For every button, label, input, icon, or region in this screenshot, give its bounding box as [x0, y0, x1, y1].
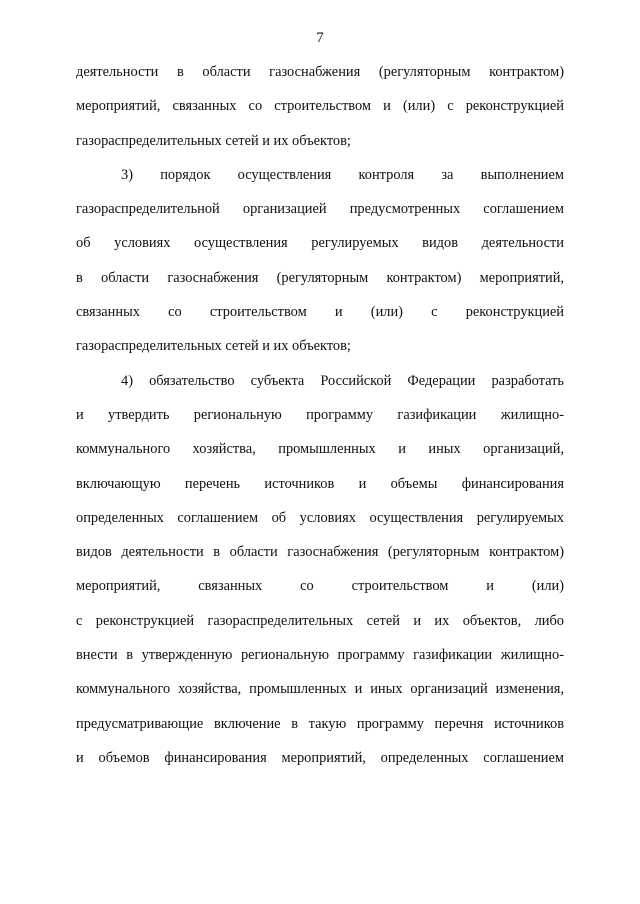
- text-line: мероприятий, связанных со строительством и (или): [76, 578, 564, 595]
- text-line: и объемов финансирования мероприятий, определенных соглашением: [76, 749, 564, 766]
- document-body: [76, 62, 564, 782]
- text-line: коммунального хозяйства, промышленных и иных организаций изменения,: [76, 681, 564, 698]
- text-line: связанных со строительством и (или) с реконструкцией: [76, 304, 564, 321]
- page-number: 7: [316, 30, 324, 46]
- text-line: мероприятий, связанных со строительством и (или) с реконструкцией: [76, 98, 564, 115]
- text-line: деятельности в области газоснабжения (регуляторным контрактом): [76, 64, 564, 80]
- text-line: предусматривающие включение в такую программу перечня источников: [76, 715, 564, 732]
- text-line: видов деятельности в области газоснабжения (регуляторным контрактом): [76, 544, 564, 561]
- text-line: 4) обязательство субъекта Российской Федерации разработать: [121, 372, 564, 389]
- text-line: и утвердить региональную программу газификации жилищно-: [76, 406, 564, 423]
- text-line: с реконструкцией газораспределительных сетей и их объектов, либо: [76, 612, 564, 629]
- text-line: включающую перечень источников и объемы финансирования: [76, 475, 564, 492]
- text-line: в области газоснабжения (регуляторным контрактом) мероприятий,: [76, 269, 564, 286]
- text-line: внести в утвержденную региональную программу газификации жилищно-: [76, 647, 564, 664]
- text-line: газораспределительных сетей и их объектов;: [76, 132, 351, 149]
- text-line: газораспределительных сетей и их объектов;: [76, 338, 351, 355]
- text-line: об условиях осуществления регулируемых видов деятельности: [76, 235, 564, 252]
- text-line: газораспределительной организацией предусмотренных соглашением: [76, 201, 564, 218]
- text-line: коммунального хозяйства, промышленных и иных организаций,: [76, 441, 564, 458]
- text-line: 3) порядок осуществления контроля за выполнением: [121, 166, 564, 183]
- text-line: определенных соглашением об условиях осуществления регулируемых: [76, 509, 564, 526]
